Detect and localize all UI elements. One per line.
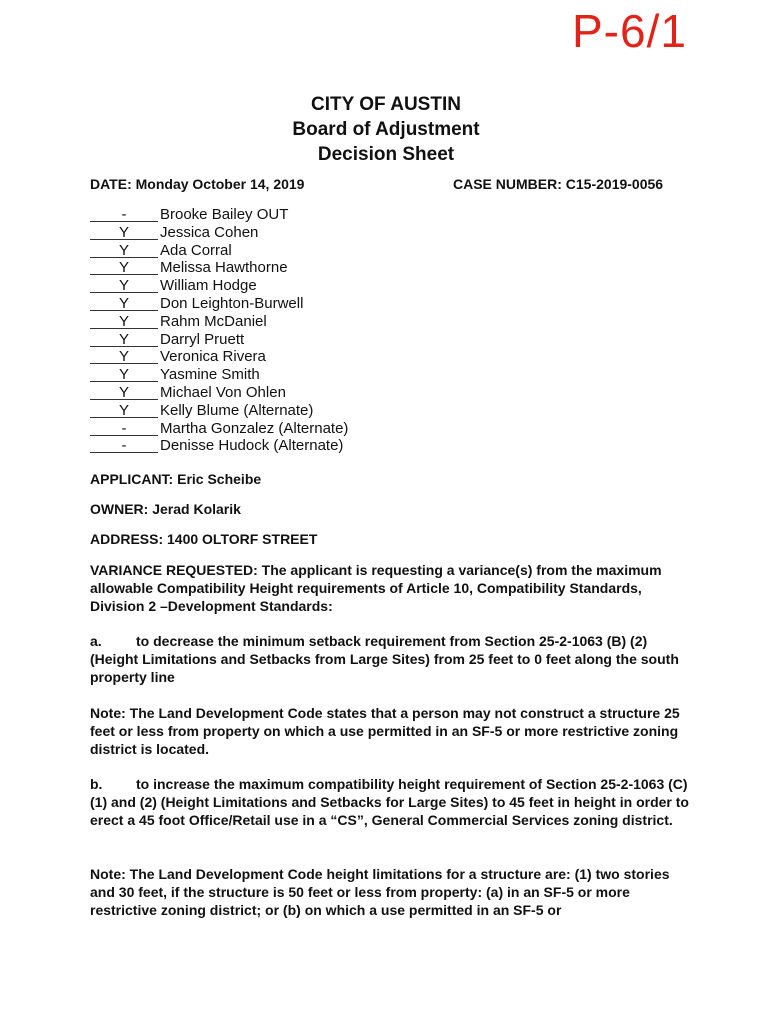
- member-name: Denisse Hudock (Alternate): [160, 437, 344, 455]
- member-row: [90, 277, 490, 295]
- member-name: Jessica Cohen: [160, 223, 259, 241]
- member-name: Martha Gonzalez (Alternate): [160, 419, 349, 437]
- title-line-city: CITY OF AUSTIN: [311, 94, 461, 115]
- item-a-text: to decrease the minimum setback requirement from Section 25-2-1063 (B) (2) (Height Limitations and Setbacks from Large Sites) from 25 feet to 0 feet along the south property line: [90, 633, 679, 686]
- member-name: Ada Corral: [160, 241, 232, 259]
- title-line-board: Board of Adjustment: [292, 119, 480, 140]
- member-row: [90, 331, 490, 349]
- variance-requested: VARIANCE REQUESTED: The applicant is requesting a variance(s) from the maximum allowable Compatibility Height requirements of Article 10, Compatibility Standards, Division 2 –Development Standards:: [90, 562, 662, 615]
- member-row: [90, 259, 490, 277]
- vote-mark: Y: [90, 348, 158, 364]
- note-setback: Note: The Land Development Code states that a person may not construct a structure 25 feet or less from property on which a use permitted in an SF-5 or more restrictive zoning district is located.: [90, 705, 680, 758]
- vote-mark: Y: [90, 295, 158, 311]
- member-row: [90, 206, 490, 224]
- member-name: Melissa Hawthorne: [160, 259, 288, 277]
- vote-mark: Y: [90, 242, 158, 258]
- vote-mark: -: [90, 420, 158, 436]
- member-row: [90, 420, 490, 438]
- title-line-sheet: Decision Sheet: [317, 144, 455, 165]
- member-row: [90, 224, 490, 242]
- vote-mark: Y: [90, 259, 158, 275]
- member-row: [90, 384, 490, 402]
- member-name: Veronica Rivera: [160, 348, 266, 366]
- applicant-line: APPLICANT: Eric Scheibe: [90, 471, 262, 487]
- owner-line: OWNER: Jerad Kolarik: [90, 501, 241, 517]
- member-name: Darryl Pruett: [160, 330, 245, 348]
- item-b: [90, 775, 690, 830]
- member-name: Kelly Blume (Alternate): [160, 401, 314, 419]
- member-row: [90, 295, 490, 313]
- vote-mark: Y: [90, 384, 158, 400]
- member-vote-list: [90, 206, 490, 455]
- member-row: [90, 402, 490, 420]
- member-row: [90, 242, 490, 260]
- vote-mark: Y: [90, 313, 158, 329]
- member-row: [90, 366, 490, 384]
- note-height: Note: The Land Development Code height limitations for a structure are: (1) two stories and 30 feet, if the structure is 50 feet or less from property: (a) in an SF-5 or more restrictive zoning district; or (b) on which a use permitted in an SF-5 or: [90, 866, 670, 919]
- item-a: [90, 632, 690, 687]
- vote-mark: Y: [90, 224, 158, 240]
- member-name: Michael Von Ohlen: [160, 383, 286, 401]
- item-b-text: to increase the maximum compatibility height requirement of Section 25-2-1063 (C) (1) and (2) (Height Limitations and Setbacks for Large Sites) to 45 feet in height in order to erect a 45 foot Office/Retail use in a “CS”, General Commercial Services zoning district.: [90, 776, 689, 829]
- document-title: [236, 92, 536, 167]
- member-name: William Hodge: [160, 277, 257, 295]
- vote-mark: Y: [90, 402, 158, 418]
- vote-mark: -: [90, 437, 158, 453]
- vote-mark: Y: [90, 277, 158, 293]
- member-row: [90, 437, 490, 455]
- member-row: [90, 348, 490, 366]
- item-b-letter: b.: [90, 776, 103, 792]
- vote-mark: Y: [90, 366, 158, 382]
- meeting-date: DATE: Monday October 14, 2019: [90, 176, 305, 192]
- vote-mark: Y: [90, 331, 158, 347]
- page-stamp: P-6/1: [572, 5, 687, 57]
- member-name: Brooke Bailey OUT: [160, 206, 289, 223]
- member-name: Rahm McDaniel: [160, 312, 267, 330]
- member-name: Yasmine Smith: [160, 366, 260, 384]
- member-name: Don Leighton-Burwell: [160, 294, 304, 312]
- case-number: CASE NUMBER: C15-2019-0056: [453, 176, 664, 192]
- vote-mark: -: [90, 206, 158, 222]
- item-a-letter: a.: [90, 633, 102, 649]
- address-line: ADDRESS: 1400 OLTORF STREET: [90, 531, 318, 547]
- member-row: [90, 313, 490, 331]
